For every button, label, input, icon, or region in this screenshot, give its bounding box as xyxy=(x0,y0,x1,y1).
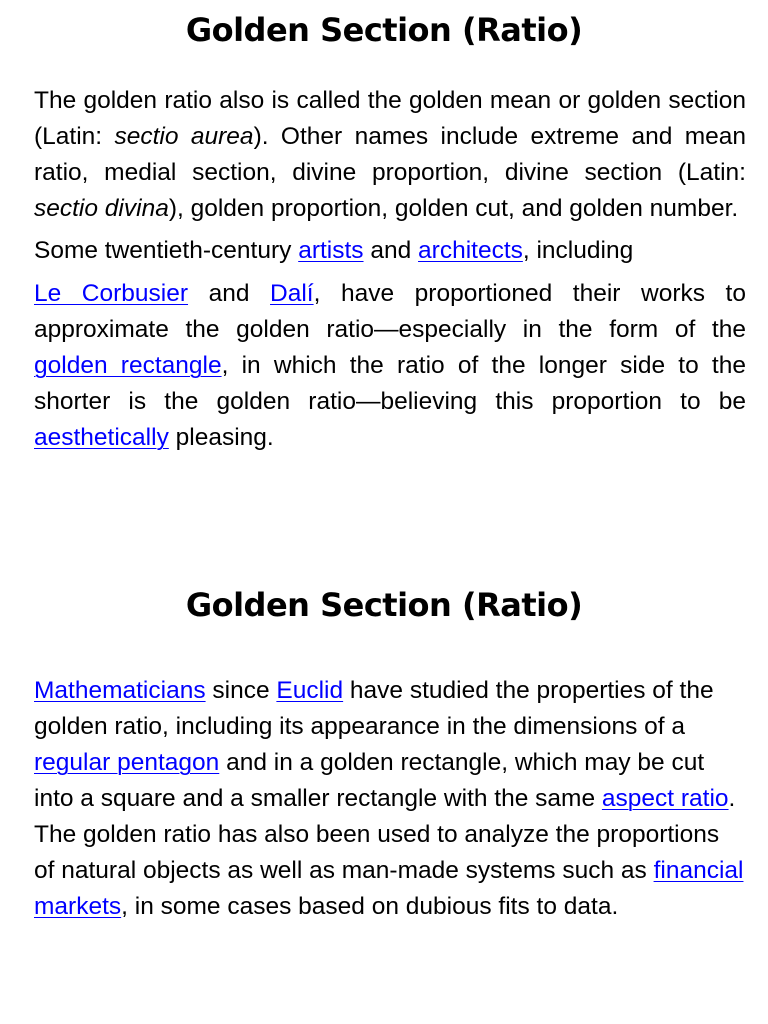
slide-two-title: Golden Section (Ratio) xyxy=(185,586,583,624)
paragraph-text: and xyxy=(188,280,271,307)
paragraph-text: . The golden ratio has also been used to analyze the proportions of natural objects as well as man-made systems such as xyxy=(34,785,736,884)
paragraph-text: since xyxy=(205,677,277,704)
latin-term-sectio-aurea: sectio aurea xyxy=(114,123,254,150)
aspect-ratio-link[interactable]: aspect ratio xyxy=(601,785,729,812)
paragraph-text: Some twentieth-century xyxy=(34,237,299,264)
architects-link[interactable]: architects xyxy=(418,237,523,264)
euclid-link[interactable]: Euclid xyxy=(276,677,344,704)
paragraph-text: and xyxy=(363,237,419,264)
paragraph-text: and in a golden rectangle, which may be cut into a square and a smaller rectangle with the same xyxy=(34,749,705,812)
dali-link[interactable]: Dalí xyxy=(270,280,314,307)
paragraph-text: , including xyxy=(522,237,634,264)
mathematicians-paragraph xyxy=(0,673,768,925)
paragraph-text: , in some cases based on dubious fits to data. xyxy=(121,893,619,920)
regular-pentagon-link[interactable]: regular pentagon xyxy=(34,749,220,776)
paragraph-text: , have proportioned their works to approximate the golden ratio—especially in the form of the xyxy=(34,280,746,343)
paragraph-text: The golden ratio also is called the golden mean or golden section (Latin: xyxy=(34,87,746,150)
paragraph-text: ). Other names include extreme and mean ratio, medial section, divine proportion, divine section (Latin: xyxy=(34,123,746,186)
le-corbusier-link[interactable]: Le Corbusier xyxy=(34,280,189,307)
latin-term-sectio-divina: sectio divina xyxy=(34,195,169,222)
golden-ratio-names-paragraph xyxy=(0,83,768,227)
slide-one-title: Golden Section (Ratio) xyxy=(185,11,583,49)
paragraph-text: have studied the properties of the golden ratio, including its appearance in the dimensions of a xyxy=(34,677,714,740)
mathematicians-link[interactable]: Mathematicians xyxy=(34,677,206,704)
slide-two xyxy=(0,560,768,1000)
golden-rectangle-link[interactable]: golden rectangle xyxy=(34,352,222,379)
aesthetically-link[interactable]: aesthetically xyxy=(34,424,169,451)
paragraph-text: pleasing. xyxy=(168,424,274,451)
financial-markets-link[interactable]: financial markets xyxy=(34,857,744,920)
artists-intro-paragraph xyxy=(0,233,768,269)
artists-link[interactable]: artists xyxy=(298,237,364,264)
paragraph-text: ), golden proportion, golden cut, and golden number. xyxy=(168,195,739,222)
artists-works-paragraph xyxy=(0,276,768,456)
paragraph-text: , in which the ratio of the longer side to the shorter is the golden ratio—believing this proportion to be xyxy=(34,352,746,415)
